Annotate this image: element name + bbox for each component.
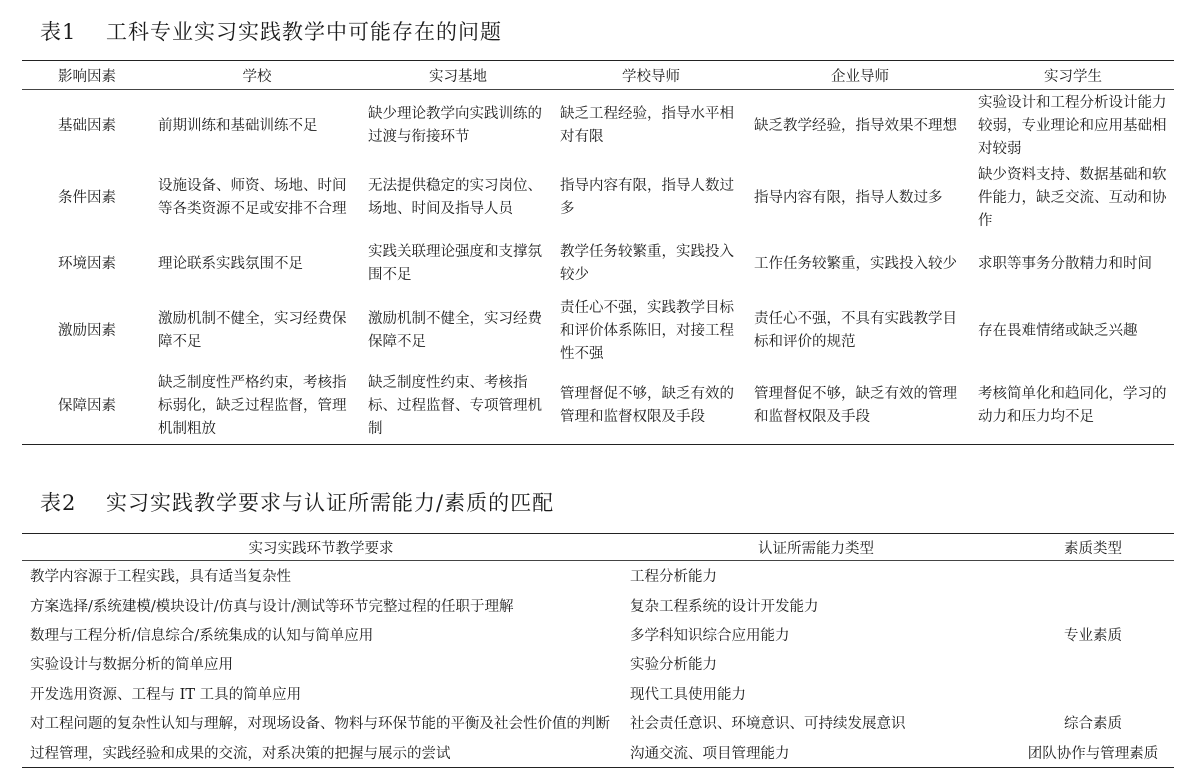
ability-cell: 工程分析能力 (630, 569, 717, 586)
matching-table (22, 533, 1174, 768)
ability-cell: 多学科知识综合应用能力 (630, 627, 790, 644)
factor-cell: 保障因素 (58, 397, 116, 414)
table1-number: 表1 (40, 20, 77, 44)
table-row (22, 561, 1174, 591)
school-mentor-cell: 责任心不强，实践教学目标和评价体系陈旧，对接工程性不强 (560, 299, 734, 362)
base-cell: 缺少理论教学向实践训练的过渡与衔接环节 (368, 106, 542, 145)
quality-cell (1012, 590, 1174, 619)
table-row (22, 679, 1174, 708)
company-mentor-cell: 管理督促不够，缺乏有效的管理和监督权限及手段 (754, 386, 957, 425)
problems-table (22, 60, 1174, 445)
table-row (22, 294, 1174, 368)
school-cell: 激励机制不健全，实习经费保障不足 (158, 311, 347, 350)
table-row (22, 708, 1174, 737)
header-ability: 认证所需能力类型 (758, 540, 874, 557)
quality-cell: 专业素质 (1064, 627, 1122, 644)
ability-cell: 社会责任意识、环境意识、可持续发展意识 (630, 716, 906, 733)
base-cell: 实践关联理论强度和支撑氛围不足 (368, 244, 542, 283)
student-cell: 实验设计和工程分析设计能力较弱，专业理论和应用基础相对较弱 (978, 94, 1167, 157)
ability-cell: 现代工具使用能力 (630, 686, 746, 703)
table-row (22, 162, 1174, 234)
quality-cell: 综合素质 (1064, 716, 1122, 733)
header-quality: 素质类型 (1064, 540, 1122, 557)
school-cell: 前期训练和基础训练不足 (158, 117, 318, 134)
table-row (22, 590, 1174, 619)
school-cell: 缺乏制度性严格约束，考核指标弱化，缺乏过程监督，管理机制粗放 (158, 374, 347, 437)
student-cell: 求职等事务分散精力和时间 (978, 255, 1152, 272)
table2-number: 表2 (40, 491, 77, 515)
school-cell: 设施设备、师资、场地、时间等各类资源不足或安排不合理 (158, 178, 347, 217)
table-row (22, 649, 1174, 678)
ability-cell: 复杂工程系统的设计开发能力 (630, 598, 819, 615)
student-cell: 缺少资料支持、数据基础和软件能力，缺乏交流、互动和协作 (978, 166, 1167, 229)
header-school: 学校 (242, 68, 272, 85)
ability-cell: 实验分析能力 (630, 657, 717, 674)
factor-cell: 激励因素 (58, 322, 116, 339)
factor-cell: 基础因素 (58, 117, 116, 134)
header-student: 实习学生 (1044, 68, 1102, 85)
school-mentor-cell: 指导内容有限，指导人数过多 (560, 178, 734, 217)
base-cell: 激励机制不健全，实习经费保障不足 (368, 311, 542, 350)
table-row (22, 620, 1174, 649)
requirement-cell: 教学内容源于工程实践，具有适当复杂性 (30, 569, 291, 586)
header-base: 实习基地 (429, 68, 487, 85)
header-factor: 影响因素 (58, 68, 116, 85)
table-row (22, 234, 1174, 294)
table-row (22, 90, 1174, 163)
base-cell: 无法提供稳定的实习岗位、场地、时间及指导人员 (368, 178, 542, 217)
quality-cell (1012, 679, 1174, 708)
requirement-cell: 开发选用资源、工程与 IT 工具的简单应用 (30, 686, 302, 703)
student-cell: 考核简单化和趋同化，学习的动力和压力均不足 (978, 386, 1167, 425)
quality-cell (1012, 561, 1174, 591)
header-company-mentor: 企业导师 (831, 68, 889, 85)
table1-title (40, 16, 502, 46)
table1-caption: 工科专业实习实践教学中可能存在的问题 (106, 20, 502, 44)
factor-cell: 环境因素 (58, 255, 116, 272)
table-header-row (22, 534, 1174, 561)
requirement-cell: 数理与工程分析/信息综合/系统集成的认知与简单应用 (30, 627, 374, 644)
company-mentor-cell: 责任心不强，不具有实践教学目标和评价的规范 (754, 311, 957, 350)
school-mentor-cell: 管理督促不够，缺乏有效的管理和监督权限及手段 (560, 386, 734, 425)
company-mentor-cell: 指导内容有限，指导人数过多 (754, 189, 943, 206)
table2-title (40, 487, 554, 517)
table-row (22, 737, 1174, 767)
requirement-cell: 实验设计与数据分析的简单应用 (30, 657, 233, 674)
base-cell: 缺乏制度性约束、考核指标、过程监督、专项管理机制 (368, 374, 542, 437)
requirement-cell: 对工程问题的复杂性认知与理解，对现场设备、物料与环保节能的平衡及社会性价值的判断 (30, 716, 610, 733)
table2-caption: 实习实践教学要求与认证所需能力/素质的匹配 (106, 491, 555, 515)
school-cell: 理论联系实践氛围不足 (158, 255, 303, 272)
header-school-mentor: 学校导师 (622, 68, 680, 85)
factor-cell: 条件因素 (58, 189, 116, 206)
company-mentor-cell: 缺乏教学经验，指导效果不理想 (754, 117, 957, 134)
table-row (22, 368, 1174, 445)
requirement-cell: 过程管理，实践经验和成果的交流，对系决策的把握与展示的尝试 (30, 745, 451, 762)
ability-cell: 沟通交流、项目管理能力 (630, 745, 790, 762)
school-mentor-cell: 缺乏工程经验，指导水平相对有限 (560, 106, 734, 145)
company-mentor-cell: 工作任务较繁重，实践投入较少 (754, 255, 957, 272)
quality-cell (1012, 649, 1174, 678)
header-requirement: 实习实践环节教学要求 (248, 540, 394, 557)
table-header-row (22, 61, 1174, 90)
requirement-cell: 方案选择/系统建模/模块设计/仿真与设计/测试等环节完整过程的任职于理解 (30, 598, 514, 615)
quality-cell: 团队协作与管理素质 (1027, 745, 1159, 762)
school-mentor-cell: 教学任务较繁重，实践投入较少 (560, 244, 734, 283)
student-cell: 存在畏难情绪或缺乏兴趣 (978, 322, 1138, 339)
